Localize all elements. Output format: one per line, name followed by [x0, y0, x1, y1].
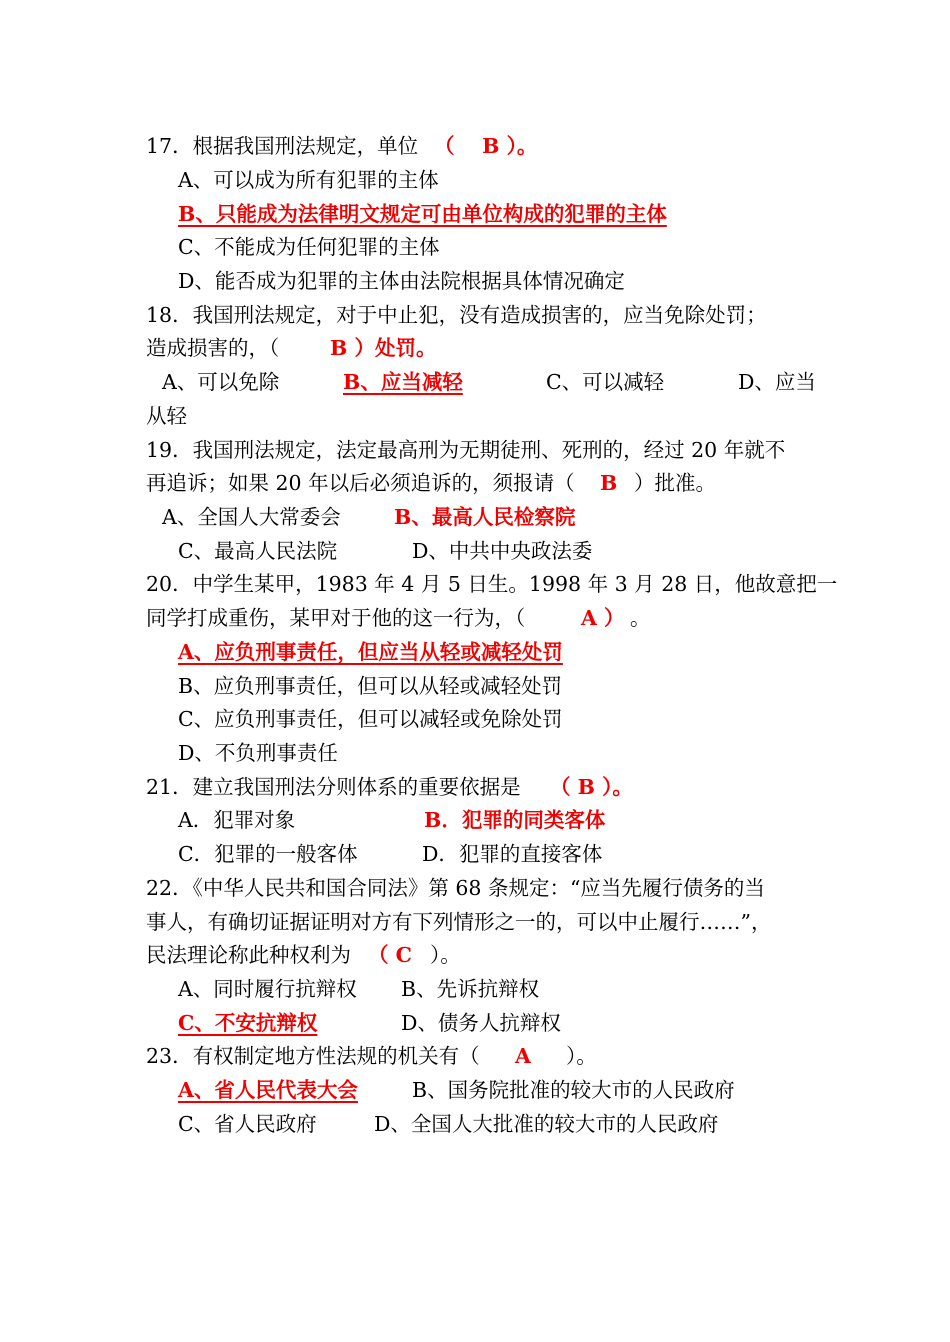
question-22-options-row-1 [0, 972, 950, 1006]
option-d-text: D、全国人大批准的较大市的人民政府 [374, 1112, 719, 1136]
option-text: C、不能成为任何犯罪的主体 [178, 235, 440, 259]
question-20-option-a-correct [0, 635, 950, 669]
option-text: A、可以成为所有犯罪的主体 [178, 168, 439, 192]
correct-option-b-text: B、最高人民检察院 [394, 505, 576, 529]
option-text: B、应负刑事责任，但可以从轻或减轻处罚 [178, 674, 563, 698]
question-17-option-c [0, 230, 950, 264]
answer-marker: （ B ）。 [434, 134, 538, 158]
answer-marker: B ）处罚。 [330, 336, 437, 360]
question-18-stem-line-2 [0, 331, 950, 365]
option-d-text: D、应当 [738, 370, 816, 394]
question-17-option-a [0, 163, 950, 197]
option-text: D、不负刑事责任 [178, 741, 338, 765]
answer-marker: （ C [368, 943, 412, 967]
question-17-option-b-correct [0, 197, 950, 231]
question-22-stem-line-3 [0, 938, 950, 972]
question-22-options-row-2 [0, 1006, 950, 1040]
option-b-text: B、先诉抗辩权 [401, 977, 540, 1001]
question-19-options-row-2 [0, 534, 950, 568]
question-text-end: ）。 [566, 1044, 597, 1068]
correct-option-b-text: B．犯罪的同类客体 [424, 808, 606, 832]
question-text: 同学打成重伤，某甲对于他的这一行为，（ [146, 606, 526, 630]
question-text: 20．中学生某甲，1983 年 4 月 5 日生。1998 年 3 月 28 日，他故意把一 [146, 572, 838, 596]
question-19-stem-line-1 [0, 433, 950, 467]
question-20-option-b [0, 669, 950, 703]
question-18-options [0, 365, 950, 399]
option-d-text: D．犯罪的直接客体 [422, 842, 603, 866]
answer-marker: （ B ）。 [550, 775, 633, 799]
question-text: 21．建立我国刑法分则体系的重要依据是 [146, 775, 521, 799]
option-c-text: C、省人民政府 [178, 1112, 317, 1136]
question-19-stem-line-2 [0, 466, 950, 500]
question-23-options-row-2 [0, 1107, 950, 1141]
option-a-text: A．犯罪对象 [178, 808, 296, 832]
question-text-end: ）。 [430, 943, 461, 967]
question-21-options-row-1 [0, 803, 950, 837]
question-22-stem-line-2 [0, 905, 950, 939]
option-a-text: A、全国人大常委会 [162, 505, 341, 529]
question-17-option-d [0, 264, 950, 298]
question-19-options-row-1 [0, 500, 950, 534]
question-text-end: 。 [630, 606, 651, 630]
correct-option-text: B、只能成为法律明文规定可由单位构成的犯罪的主体 [178, 202, 667, 226]
correct-option-text: A、应负刑事责任，但应当从轻或减轻处罚 [178, 640, 563, 664]
question-21-options-row-2 [0, 837, 950, 871]
option-a-text: A、可以免除 [162, 370, 280, 394]
answer-marker: A ） [581, 606, 625, 630]
option-c-text: C．犯罪的一般客体 [178, 842, 358, 866]
correct-option-c-text: C、不安抗辩权 [178, 1011, 318, 1035]
question-text: 17．根据我国刑法规定，单位 [146, 134, 419, 158]
option-c-text: C、最高人民法院 [178, 539, 338, 563]
question-text: 23．有权制定地方性法规的机关有（ [146, 1044, 480, 1068]
question-20-stem-line-2 [0, 601, 950, 635]
question-text: 民法理论称此种权利为 [146, 943, 351, 967]
answer-marker: B [600, 471, 618, 495]
question-23-stem [0, 1039, 950, 1073]
option-d-text: D、债务人抗辩权 [401, 1011, 561, 1035]
question-20-option-c [0, 702, 950, 736]
question-18-stem-line-1 [0, 298, 950, 332]
question-22-stem-line-1 [0, 871, 950, 905]
option-a-text: A、同时履行抗辩权 [178, 977, 357, 1001]
question-23-options-row-1 [0, 1073, 950, 1107]
question-text: 19．我国刑法规定，法定最高刑为无期徒刑、死刑的，经过 20 年就不 [146, 438, 786, 462]
option-text: D、能否成为犯罪的主体由法院根据具体情况确定 [178, 269, 625, 293]
correct-option-b-text: B、应当减轻 [343, 370, 463, 394]
question-20-option-d [0, 736, 950, 770]
question-text: 造成损害的，（ [146, 336, 280, 360]
question-17-stem [0, 129, 950, 163]
option-d-text-continued: 从轻 [146, 404, 187, 428]
answer-marker: A [515, 1044, 531, 1068]
question-text: 再追诉；如果 20 年以后必须追诉的，须报请（ [146, 471, 575, 495]
option-d-text: D、中共中央政法委 [412, 539, 593, 563]
question-text: 事人，有确切证据证明对方有下列情形之一的，可以中止履行……”， [146, 910, 772, 934]
option-c-text: C、可以减轻 [546, 370, 665, 394]
question-text: 22．《中华人民共和国合同法》第 68 条规定：“应当先履行债务的当 [146, 876, 765, 900]
option-b-text: B、国务院批准的较大市的人民政府 [412, 1078, 735, 1102]
correct-option-a-text: A、省人民代表大会 [178, 1078, 358, 1102]
question-text-end: ）批准。 [634, 471, 716, 495]
question-text: 18．我国刑法规定，对于中止犯，没有造成损害的，应当免除处罚； [146, 303, 767, 327]
question-20-stem-line-1 [0, 567, 950, 601]
question-18-options-wrap [0, 399, 950, 433]
question-21-stem [0, 770, 950, 804]
option-text: C、应负刑事责任，但可以减轻或免除处罚 [178, 707, 563, 731]
